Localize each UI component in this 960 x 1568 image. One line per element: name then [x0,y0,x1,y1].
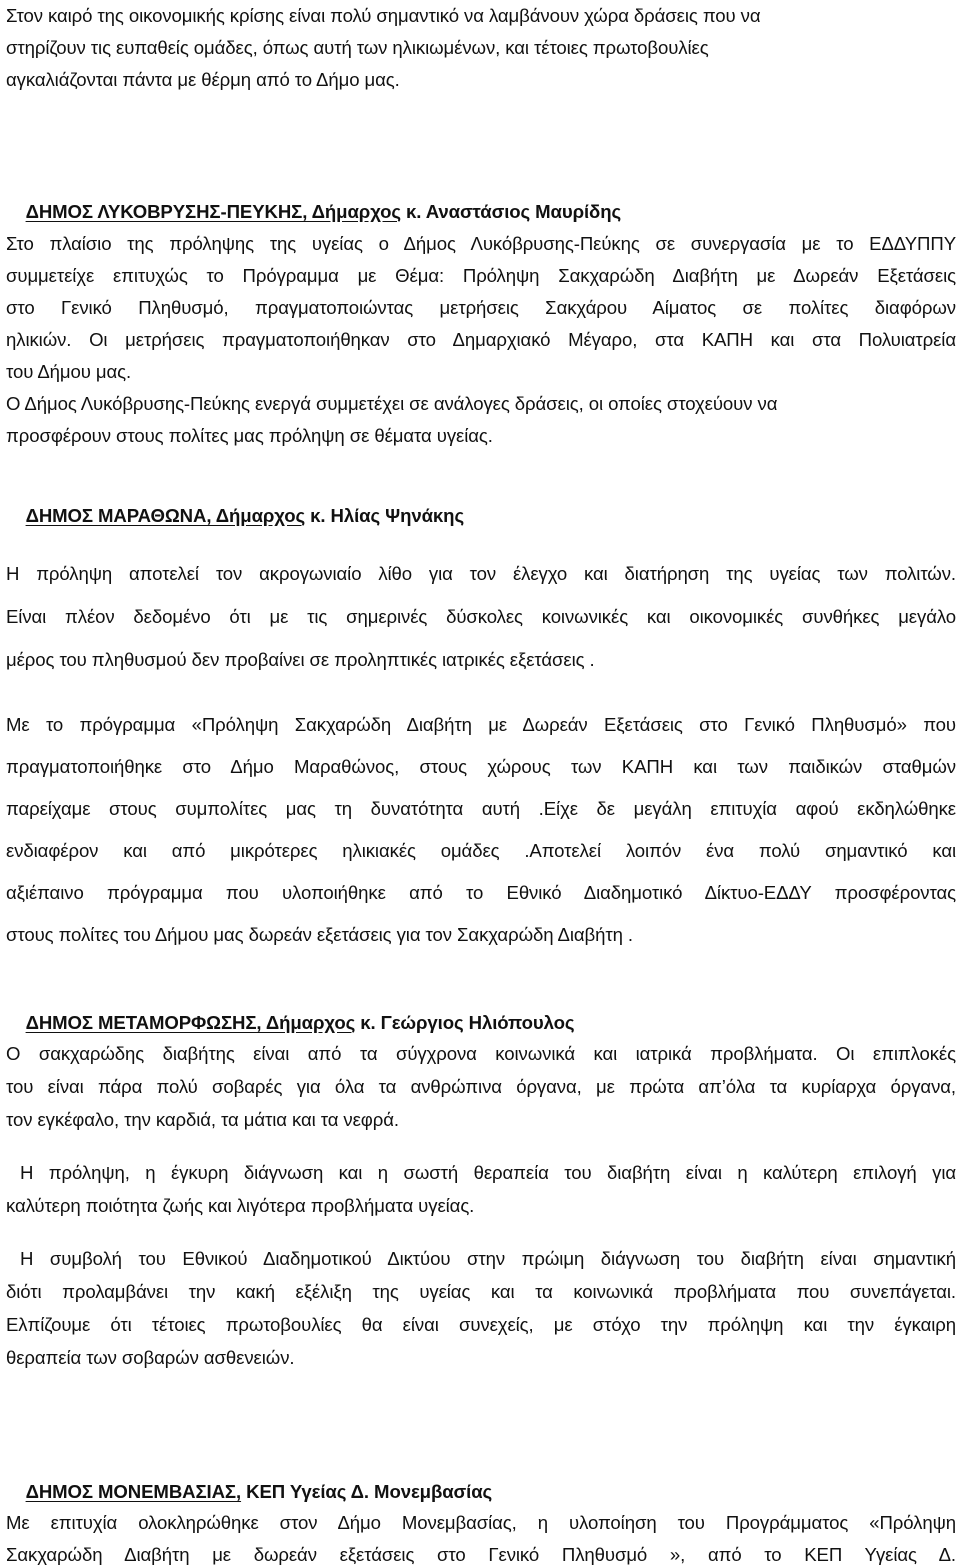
section-heading-marathon: ΔΗΜΟΣ ΜΑΡΑΘΩΝΑ, Δήμαρχος κ. Ηλίας Ψηνάκης [25,505,465,526]
marathon-line-4: Με το πρόγραμμα «Πρόληψη Σακχαρώδη Διαβήτη με Δωρεάν Εξετάσεις στο Γενικό Πληθυσμό» που [6,714,956,735]
marathon-line-5: πραγματοποιήθηκε στο Δήμο Μαραθώνος, στους χώρους των ΚΑΠΗ και των παιδικών σταθμών [6,756,956,777]
metamorfosi-line-9: θεραπεία των σοβαρών ασθενειών. [6,1347,295,1368]
metamorfosi-line-6: Η συμβολή του Εθνικού Διαδημοτικού Δικτύου στην πρώιμη διάγνωση του διαβήτη είναι σημαντική [20,1248,956,1269]
metamorfosi-line-4: Η πρόληψη, η έγκυρη διάγνωση και η σωστή θεραπεία του διαβήτη είναι η καλύτερη επιλογή για [20,1162,956,1183]
metamorfosi-line-3: τον εγκέφαλο, την καρδιά, τα μάτια και τα νεφρά. [6,1109,399,1130]
lykovrysi-line-7: προσφέρουν στους πολίτες μας πρόληψη σε θέματα υγείας. [6,425,493,446]
marathon-line-2: Είναι πλέον δεδομένο ότι με τις σημερινές δύσκολες κοινωνικές και οικονομικές συνθήκες μεγάλο [6,606,956,627]
metamorfosi-line-2: του είναι πάρα πολύ σοβαρές για όλα τα ανθρώπινα όργανα, με πρώτα απ’όλα τα κυρίαρχα όργανα, [6,1076,956,1097]
marathon-line-1: Η πρόληψη αποτελεί τον ακρογωνιαίο λίθο για τον έλεγχο και διατήρηση της υγείας των πολιτών. [6,563,956,584]
intro-line-1: Στον καιρό της οικονομικής κρίσης είναι πολύ σημαντικό να λαμβάνουν χώρα δράσεις που να [6,5,761,26]
monemvasia-line-1: Με επιτυχία ολοκληρώθηκε στον Δήμο Μονεμβασίας, η υλοποίηση του Προγράμματος «Πρόληψη [6,1512,956,1533]
intro-line-2: στηρίζουν τις ευπαθείς ομάδες, όπως αυτή των ηλικιωμένων, και τέτοιες πρωτοβουλίες [6,37,709,58]
lykovrysi-line-1: Στο πλαίσιο της πρόληψης της υγείας ο Δήμος Λυκόβρυσης-Πεύκης σε συνεργασία με το ΕΔΔΥΠΠΥ [6,233,956,254]
monemvasia-line-2: Σακχαρώδη Διαβήτη με δωρεάν εξετάσεις στο Γενικό Πληθυσμό », από το ΚΕΠ Υγείας Δ. [6,1544,956,1565]
metamorfosi-line-1: Ο σακχαρώδης διαβήτης είναι από τα σύγχρονα κοινωνικά και ιατρικά προβλήματα. Οι επιπλοκές [6,1043,956,1064]
heading-municipality-marathon: ΔΗΜΟΣ ΜΑΡΑΘΩΝΑ, Δήμαρχος [25,505,306,526]
marathon-line-6: παρείχαμε στους συμπολίτες μας τη δυνατότητα αυτή .Είχε δε μεγάλη επιτυχία αφού εκδηλώθηκε [6,798,956,819]
marathon-line-3: μέρος του πληθυσμού δεν προβαίνει σε προληπτικές ιατρικές εξετάσεις . [6,649,595,670]
heading-municipality-metamorfosi: ΔΗΜΟΣ ΜΕΤΑΜΟΡΦΩΣΗΣ, Δήμαρχος [25,1012,356,1033]
lykovrysi-line-3: στο Γενικό Πληθυσμό, πραγματοποιώντας μετρήσεις Σακχάρου Αίματος σε πολίτες διαφόρων [6,297,956,318]
section-heading-lykovrysi: ΔΗΜΟΣ ΛΥΚΟΒΡΥΣΗΣ-ΠΕΥΚΗΣ, Δήμαρχος κ. Αναστάσιος Μαυρίδης [25,201,622,222]
heading-municipality-lykovrysi: ΔΗΜΟΣ ΛΥΚΟΒΡΥΣΗΣ-ΠΕΥΚΗΣ, Δήμαρχος [25,201,401,222]
section-heading-metamorfosi: ΔΗΜΟΣ ΜΕΤΑΜΟΡΦΩΣΗΣ, Δήμαρχος κ. Γεώργιος Ηλιόπουλος [25,1012,575,1033]
marathon-line-9: στους πολίτες του Δήμου μας δωρεάν εξετάσεις για τον Σακχαρώδη Διαβήτη . [6,924,633,945]
lykovrysi-line-5: του Δήμου μας. [6,361,132,382]
section-heading-monemvasia: ΔΗΜΟΣ ΜΟΝΕΜΒΑΣΙΑΣ, ΚΕΠ Υγείας Δ. Μονεμβασίας [25,1481,493,1502]
lykovrysi-line-2: συμμετείχε επιτυχώς το Πρόγραμμα με Θέμα: Πρόληψη Σακχαρώδη Διαβήτη με Δωρεάν Εξετάσεις [6,265,956,286]
metamorfosi-line-7: διότι προλαμβάνει την κακή εξέλιξη της υγείας και τα κοινωνικά προβλήματα που συνεπάγεται. [6,1281,956,1302]
intro-line-3: αγκαλιάζονται πάντα με θέρμη από το Δήμο μας. [6,69,400,90]
marathon-line-7: ενδιαφέρον και από μικρότερες ηλικιακές ομάδες .Αποτελεί λοιπόν ένα πολύ σημαντικό και [6,840,956,861]
metamorfosi-line-8: Ελπίζουμε ότι τέτοιες πρωτοβουλίες θα είναι συνεχείς, με στόχο την πρόληψη και την έγκαιρη [6,1314,956,1335]
metamorfosi-line-5: καλύτερη ποιότητα ζωής και λιγότερα προβλήματα υγείας. [6,1195,475,1216]
marathon-line-8: αξιέπαινο πρόγραμμα που υλοποιήθηκε από το Εθνικό Διαδημοτικό Δίκτυο-ΕΔΔΥ προσφέροντας [6,882,956,903]
lykovrysi-line-4: ηλικιών. Οι μετρήσεις πραγματοποιήθηκαν στο Δημαρχιακό Μέγαρο, στα ΚΑΠΗ και στα Πολυιατρεία [6,329,956,350]
lykovrysi-line-6: Ο Δήμος Λυκόβρυσης-Πεύκης ενεργά συμμετέχει σε ανάλογες δράσεις, οι οποίες στοχεύουν να [6,393,778,414]
heading-municipality-monemvasia: ΔΗΜΟΣ ΜΟΝΕΜΒΑΣΙΑΣ, [25,1481,242,1502]
